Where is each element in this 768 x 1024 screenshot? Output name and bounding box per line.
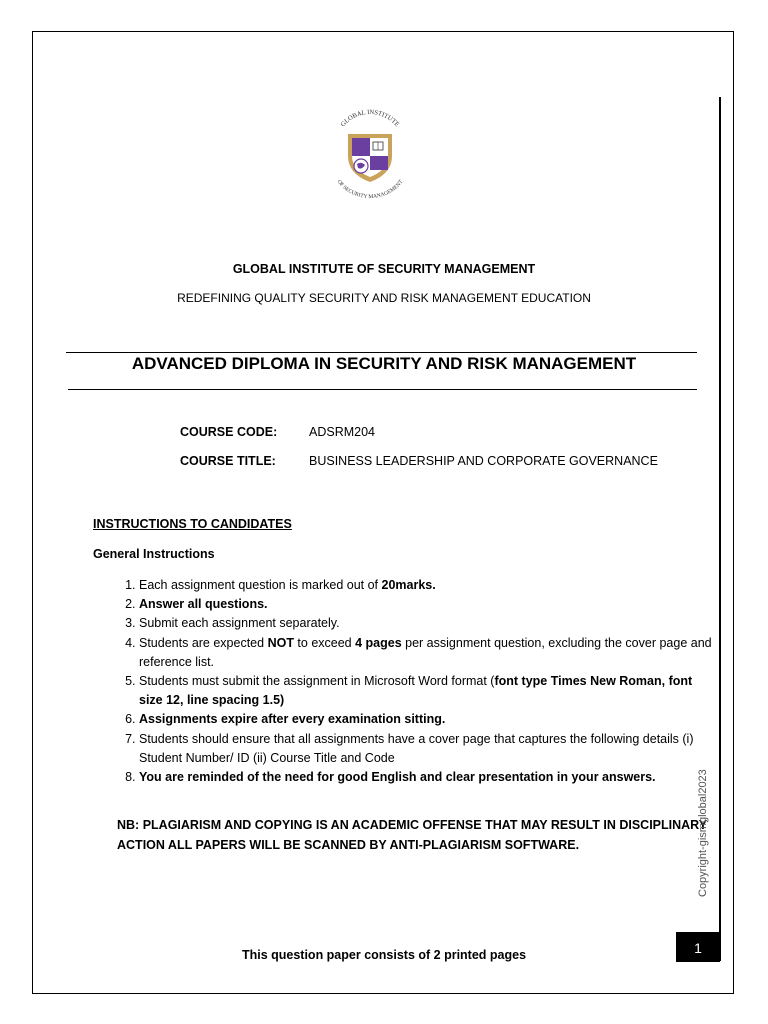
institute-name: GLOBAL INSTITUTE OF SECURITY MANAGEMENT [232, 262, 536, 276]
course-code-value: ADSRM204 [309, 425, 375, 439]
instruction-item: 8. You are reminded of the need for good English and clear presentation in your answers. [139, 768, 719, 787]
instruction-item: 3. Submit each assignment separately. [139, 614, 719, 633]
diploma-title: ADVANCED DIPLOMA IN SECURITY AND RISK MANAGEMENT [131, 354, 637, 373]
instructions-list [93, 576, 719, 787]
instruction-item: 5. Students must submit the assignment in Microsoft Word format (font type Times New Roman, font size 12, line spacing 1.5) [139, 672, 719, 710]
course-code-label: COURSE CODE: [180, 425, 278, 439]
instructions-heading: INSTRUCTIONS TO CANDIDATES [93, 517, 292, 531]
instruction-item: 1. Each assignment question is marked out of 20marks. [139, 576, 719, 595]
top-title-rule [66, 352, 697, 353]
instruction-item: 2. Answer all questions. [139, 595, 719, 614]
logo-arc-bottom-text: OF SECURITY MANAGEMENT [335, 178, 405, 198]
institute-tagline: REDEFINING QUALITY SECURITY AND RISK MANAGEMENT EDUCATION [177, 291, 591, 305]
page-number-badge: 1 [676, 932, 720, 962]
right-margin-rule [719, 97, 721, 961]
logo-arc-top-text: GLOBAL INSTITUTE [339, 108, 401, 129]
plagiarism-notice: NB: PLAGIARISM AND COPYING IS AN ACADEMIC OFFENSE THAT MAY RESULT IN DISCIPLINARY ACTION ALL PAPERS WILL BE SCANNED BY ANTI-PLAGIARISM SOFTWARE. [117, 818, 707, 852]
printed-pages-note: This question paper consists of 2 printed pages [241, 948, 527, 962]
instruction-item: 7. Students should ensure that all assignments have a cover page that captures the following details (i) Student Number/ ID (ii) Course Title and Code [139, 730, 719, 768]
instruction-item: 6. Assignments expire after every examination sitting. [139, 710, 719, 729]
instruction-item: 4. Students are expected NOT to exceed 4 pages per assignment question, excluding the cover page and reference list. [139, 634, 719, 672]
course-title-value: BUSINESS LEADERSHIP AND CORPORATE GOVERNANCE [309, 454, 658, 468]
shield-crest-icon [348, 134, 392, 182]
course-title-label: COURSE TITLE: [180, 454, 276, 468]
bottom-title-rule [68, 389, 697, 390]
institute-logo [328, 108, 412, 198]
general-instructions-heading: General Instructions [93, 547, 215, 561]
copyright-vertical-text: Copyright-gismglobal2023 [697, 769, 709, 897]
